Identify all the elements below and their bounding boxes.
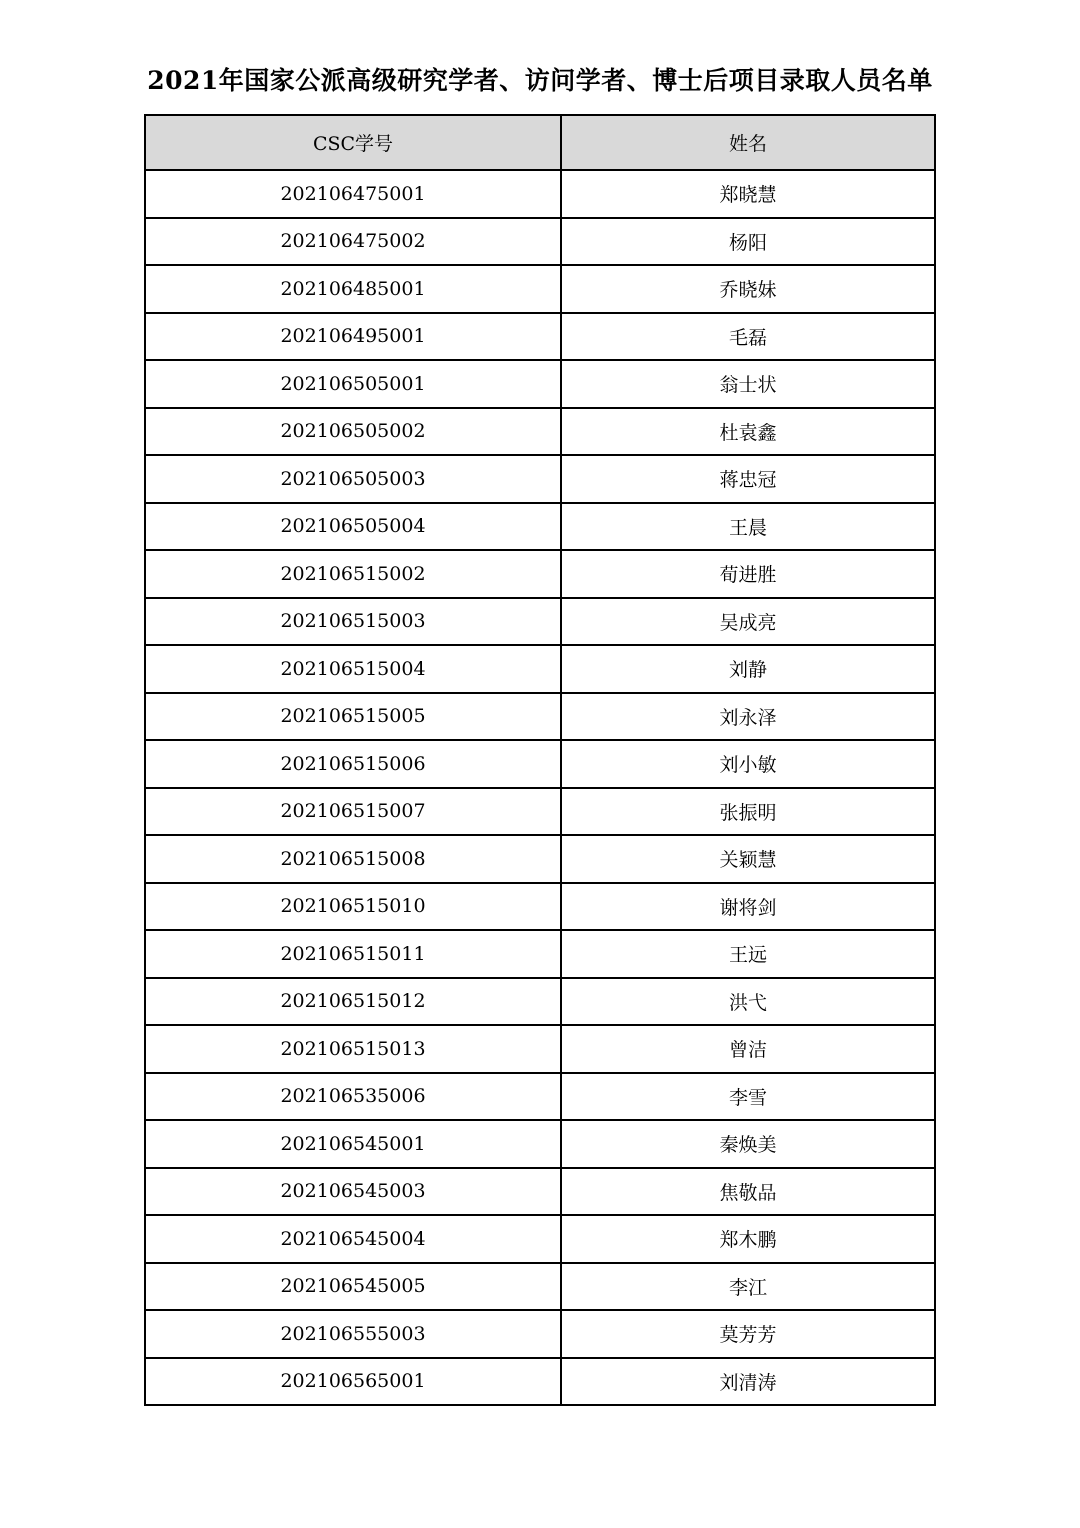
name-cell: 洪弋 <box>561 978 935 1026</box>
csc-id-cell: 202106515010 <box>145 883 561 931</box>
csc-id-cell: 202106515002 <box>145 550 561 598</box>
admission-table <box>144 114 936 1406</box>
csc-id-cell: 202106495001 <box>145 313 561 361</box>
table-row <box>145 693 935 741</box>
table-row <box>145 1025 935 1073</box>
name-cell: 张振明 <box>561 788 935 836</box>
document-title: 2021年国家公派高级研究学者、访问学者、博士后项目录取人员名单 <box>147 66 933 95</box>
name-cell: 刘清涛 <box>561 1358 935 1406</box>
name-cell: 莫芳芳 <box>561 1310 935 1358</box>
csc-id-cell: 202106515011 <box>145 930 561 978</box>
table-row <box>145 598 935 646</box>
csc-id-cell: 202106485001 <box>145 265 561 313</box>
csc-id-cell: 202106515004 <box>145 645 561 693</box>
csc-id-cell: 202106505001 <box>145 360 561 408</box>
csc-id-cell: 202106515006 <box>145 740 561 788</box>
csc-id-cell: 202106545005 <box>145 1263 561 1311</box>
csc-id-cell: 202106515013 <box>145 1025 561 1073</box>
table-row <box>145 740 935 788</box>
csc-id-cell: 202106555003 <box>145 1310 561 1358</box>
table-row <box>145 930 935 978</box>
table-row <box>145 835 935 883</box>
table-row <box>145 408 935 456</box>
table-header <box>145 115 935 170</box>
table-row <box>145 313 935 361</box>
table-row <box>145 645 935 693</box>
table-header-row <box>145 115 935 170</box>
name-cell: 谢将剑 <box>561 883 935 931</box>
csc-id-cell: 202106505004 <box>145 503 561 551</box>
table-row <box>145 360 935 408</box>
table-row <box>145 1310 935 1358</box>
table-row <box>145 978 935 1026</box>
csc-id-cell: 202106515003 <box>145 598 561 646</box>
name-cell: 秦焕美 <box>561 1120 935 1168</box>
name-cell: 毛磊 <box>561 313 935 361</box>
csc-id-cell: 202106475002 <box>145 218 561 266</box>
name-cell: 刘小敏 <box>561 740 935 788</box>
table-row <box>145 1263 935 1311</box>
csc-id-cell: 202106505003 <box>145 455 561 503</box>
name-cell: 王晨 <box>561 503 935 551</box>
table-row <box>145 1358 935 1406</box>
table-row <box>145 455 935 503</box>
column-header-csc-id: CSC学号 <box>145 115 561 170</box>
csc-id-cell: 202106545003 <box>145 1168 561 1216</box>
table-row <box>145 883 935 931</box>
name-cell: 乔晓妹 <box>561 265 935 313</box>
name-cell: 翁士状 <box>561 360 935 408</box>
name-cell: 焦敬品 <box>561 1168 935 1216</box>
csc-id-cell: 202106515012 <box>145 978 561 1026</box>
table-body <box>145 170 935 1405</box>
table-row <box>145 550 935 598</box>
table-row <box>145 1120 935 1168</box>
name-cell: 曾洁 <box>561 1025 935 1073</box>
csc-id-cell: 202106515005 <box>145 693 561 741</box>
table-row <box>145 1073 935 1121</box>
name-cell: 吴成亮 <box>561 598 935 646</box>
name-cell: 关颖慧 <box>561 835 935 883</box>
table-row <box>145 788 935 836</box>
table-row <box>145 265 935 313</box>
name-cell: 蒋忠冠 <box>561 455 935 503</box>
table-row <box>145 170 935 218</box>
csc-id-cell: 202106565001 <box>145 1358 561 1406</box>
name-cell: 荀进胜 <box>561 550 935 598</box>
csc-id-cell: 202106515007 <box>145 788 561 836</box>
csc-id-cell: 202106505002 <box>145 408 561 456</box>
name-cell: 李江 <box>561 1263 935 1311</box>
csc-id-cell: 202106515008 <box>145 835 561 883</box>
name-cell: 李雪 <box>561 1073 935 1121</box>
table-row <box>145 218 935 266</box>
name-cell: 刘静 <box>561 645 935 693</box>
table-row <box>145 503 935 551</box>
name-cell: 郑晓慧 <box>561 170 935 218</box>
table-row <box>145 1215 935 1263</box>
table-row <box>145 1168 935 1216</box>
name-cell: 王远 <box>561 930 935 978</box>
name-cell: 杨阳 <box>561 218 935 266</box>
name-cell: 杜袁鑫 <box>561 408 935 456</box>
name-cell: 郑木鹏 <box>561 1215 935 1263</box>
column-header-name: 姓名 <box>561 115 935 170</box>
csc-id-cell: 202106545001 <box>145 1120 561 1168</box>
csc-id-cell: 202106535006 <box>145 1073 561 1121</box>
csc-id-cell: 202106475001 <box>145 170 561 218</box>
csc-id-cell: 202106545004 <box>145 1215 561 1263</box>
name-cell: 刘永泽 <box>561 693 935 741</box>
